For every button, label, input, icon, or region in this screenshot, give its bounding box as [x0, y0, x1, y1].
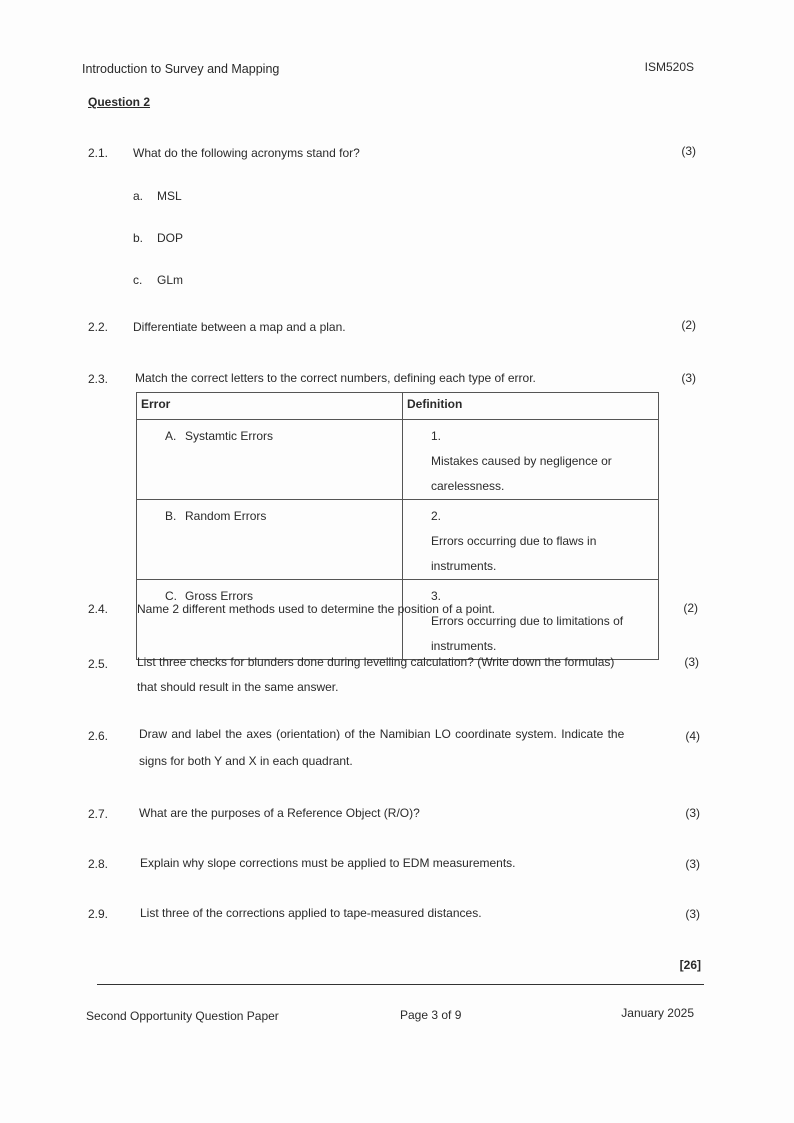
question-number: 2.1. — [88, 146, 109, 160]
question-number: 2.9. — [88, 907, 109, 921]
table-header-row — [137, 393, 659, 420]
table-row — [137, 420, 659, 500]
footer-divider — [97, 984, 704, 985]
column-header-definition: Definition — [403, 393, 659, 420]
question-number: 2.2. — [88, 320, 109, 334]
question-text: List three of the corrections applied to tape-measured distances. — [140, 906, 482, 920]
question-text: What do the following acronyms stand for? — [133, 146, 360, 160]
sub-item-label: c. — [133, 273, 143, 287]
sub-item-label: b. — [133, 231, 144, 245]
question-text-continued: signs for both Y and X in each quadrant. — [139, 754, 353, 768]
error-definition-table — [136, 392, 659, 660]
question-text-continued: that should result in the same answer. — [137, 680, 339, 694]
table-row — [137, 500, 659, 580]
question-number: 2.6. — [88, 729, 109, 743]
question-number: 2.7. — [88, 807, 109, 821]
question-text: Explain why slope corrections must be applied to EDM measurements. — [140, 856, 516, 870]
question-marks: (3) — [684, 655, 699, 669]
question-text: Match the correct letters to the correct numbers, defining each type of error. — [135, 371, 536, 385]
question-marks: (3) — [681, 371, 696, 385]
sub-item-text: DOP — [157, 231, 184, 245]
error-name: Gross Errors — [185, 589, 254, 603]
definition-text: Errors occurring due to limitations of instruments. — [431, 614, 624, 653]
definition-number: 2. — [431, 509, 442, 523]
question-text: Differentiate between a map and a plan. — [133, 320, 346, 334]
column-header-error: Error — [137, 393, 403, 420]
question-number: 2.3. — [88, 372, 109, 386]
definition-text: Errors occurring due to flaws in instruments. — [431, 534, 597, 573]
definition-text: Mistakes caused by negligence or carelessness. — [431, 454, 612, 493]
question-marks: (2) — [683, 601, 698, 615]
error-name: Random Errors — [185, 509, 267, 523]
question-text: Name 2 different methods used to determine the position of a point. — [137, 602, 495, 616]
error-letter: A. — [165, 429, 177, 443]
question-number: 2.8. — [88, 857, 109, 871]
question-number: 2.5. — [88, 657, 109, 671]
question-number: 2.4. — [88, 602, 109, 616]
question-text: List three checks for blunders done during levelling calculation? (Write down the formulas) — [137, 655, 615, 669]
error-letter: C. — [165, 589, 177, 603]
question-marks: (3) — [681, 144, 696, 158]
question-marks: (4) — [685, 729, 700, 743]
section-title: Question 2 — [88, 95, 151, 109]
total-marks: [26] — [679, 958, 701, 972]
question-marks: (2) — [681, 318, 696, 332]
sub-item-label: a. — [133, 189, 144, 203]
course-title: Introduction to Survey and Mapping — [82, 62, 280, 76]
error-letter: B. — [165, 509, 177, 523]
question-text: Draw and label the axes (orientation) of the Namibian LO coordinate system. Indicate the — [139, 727, 625, 741]
definition-number: 3. — [431, 589, 442, 603]
error-name: Systamtic Errors — [185, 429, 274, 443]
definition-number: 1. — [431, 429, 442, 443]
question-text: What are the purposes of a Reference Object (R/O)? — [139, 806, 420, 820]
question-marks: (3) — [685, 907, 700, 921]
question-marks: (3) — [685, 857, 700, 871]
course-code: ISM520S — [644, 60, 694, 74]
table-row — [137, 580, 659, 660]
footer-paper-type: Second Opportunity Question Paper — [86, 1009, 279, 1023]
footer-page-number: Page 3 of 9 — [400, 1008, 462, 1022]
sub-item-text: MSL — [157, 189, 182, 203]
footer-date: January 2025 — [621, 1006, 694, 1020]
question-marks: (3) — [685, 806, 700, 820]
sub-item-text: GLm — [157, 273, 184, 287]
